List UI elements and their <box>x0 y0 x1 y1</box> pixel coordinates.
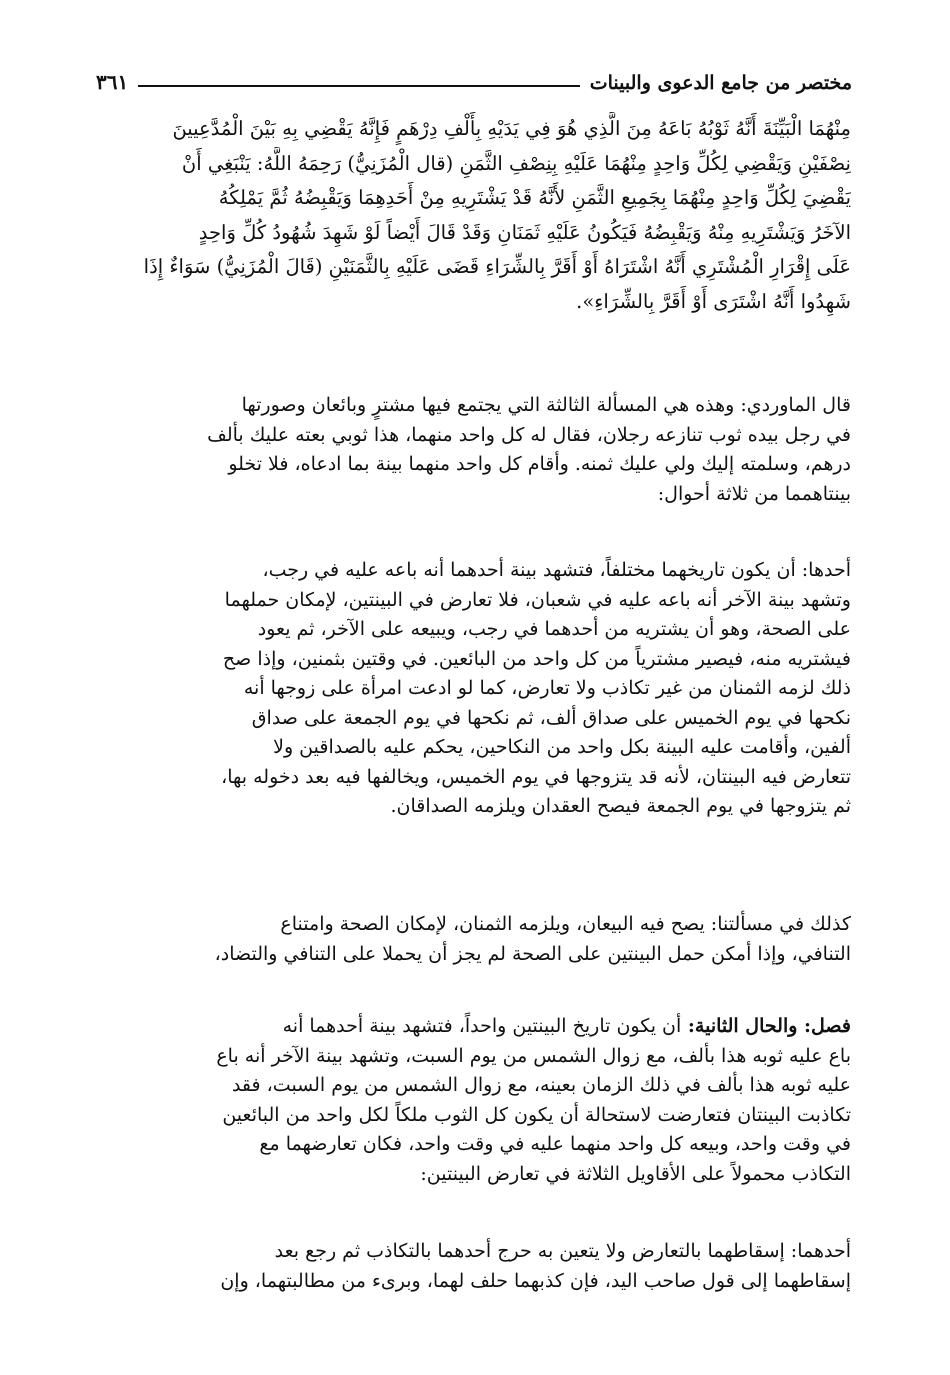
paragraph <box>101 910 851 969</box>
text-line: وتشهد بينة الآخر أنه باعه عليه في شعبان، فلا تعارض في البينتين، لإمكان حملهما <box>224 588 851 611</box>
text-line: أحدهما: إسقاطهما بالتعارض ولا يتعين به حرج أحدهما بالتكاذب ثم رجع بعد <box>274 1240 851 1262</box>
paragraph <box>101 1237 851 1296</box>
text-line: إسقاطهما إلى قول صاحب اليد، فإن كذبهما حلف لهما، وبرىء من مطالبتهما، وإن <box>220 1269 851 1292</box>
text-line: عليه ثوبه هذا بألف في ذلك الزمان بعينه، مع زوال الشمس من يوم السبت، فقد <box>231 1074 851 1096</box>
text-line: درهم، وسلمته إليك ولي عليك ثمنه. وأقام كل واحد منهما بينة بما ادعاه، فلا تخلو <box>228 453 851 475</box>
text-line: ثم يتزوجها في يوم الجمعة فيصح العقدان ويلزمه الصداقان. <box>390 795 851 817</box>
section-heading: فصل: والحال الثانية: <box>681 1015 851 1037</box>
text-line: تتعارض فيه البينتان، لأنه قد يتزوجها في يوم الخميس، ويخالفها فيه بعد دخوله بها، <box>221 765 851 788</box>
text-line: تكاذبت البينتان فتعارضت لاستحالة أن يكون كل الثوب ملكاً لكل واحد من البائعين <box>222 1103 851 1126</box>
text-line: يَقْضِيَ لِكُلِّ وَاحِدٍ مِنْهُمَا بِجَمِيعِ الثَّمَنِ لأَنَّهُ قَدْ يَشْتَرِيهِ مِنْ أَحَدِهِمَا وَيَقْبِضُهُ ثُمَّ يَمْلِكُهُ <box>218 186 851 209</box>
text-line: كذلك في مسألتنا: يصح فيه البيعان، ويلزمه الثمنان، لإمكان الصحة وامتناع <box>280 913 851 935</box>
text-line: عَلَى إِقْرَارِ الْمُشْتَرِي أَنَّهُ اشْتَرَاهُ أَوْ أَقَرَّ بِالشِّرَاءِ قَضَى عَلَيْهِ بِالثَّمَنَيْنِ (قَالَ الْمُزَنِيُّ) سَوَاءٌ إِذَا <box>143 255 851 278</box>
paragraph <box>101 1012 851 1189</box>
text-line: التنافي، وإذا أمكن حمل البينتين على الصحة لم يجز أن يحملا على التنافي والتضاد، <box>214 942 851 965</box>
text-line: أحدها: أن يكون تاريخهما مختلفاً، فتشهد بينة أحدهما أنه باعه عليه في رجب، <box>262 559 851 581</box>
text-line: شَهِدُوا أَنَّهُ اشْتَرَى أَوْ أَقَرَّ بِالشِّرَاءِ». <box>576 289 851 313</box>
text-line: التكاذب محمولاً على الأقاويل الثلاثة في تعارض البينتين: <box>420 1162 851 1185</box>
paragraph <box>101 391 851 509</box>
book-title: مختصر من جامع الدعوى والبينات <box>589 72 852 94</box>
text-line: فيشتريه منه، فيصير مشترياً من كل واحد من البائعين. في وقتين بثمنين، وإذا صح <box>222 647 851 670</box>
text-line: مِنْهُمَا الْبَيِّنَةَ أَنَّهُ ثَوْبُهُ بَاعَهُ مِنَ الَّذِي هُوَ فِي يَدَيْهِ بِأَلْفِ دِرْهَمٍ فَإِنَّهُ يَقْضِي بِهِ بَيْنَ الْمُدَّعِيينَ <box>172 117 851 140</box>
text-line: في وقت واحد، وبيعه كل واحد منهما عليه في وقت واحد، فكان تعارضهما مع <box>259 1133 851 1155</box>
text-span: أن يكون تاريخ البينتين واحداً، فتشهد بينة أحدهما أنه <box>282 1015 682 1037</box>
text-line <box>101 1012 851 1042</box>
running-header <box>96 66 852 94</box>
quoted-text <box>101 112 851 319</box>
page-number: ٣٦١ <box>96 70 129 94</box>
text-line: نكحها في يوم الخميس على صداق ألف، ثم نكحها في يوم الجمعة على صداق <box>251 706 851 729</box>
header-rule <box>138 85 580 87</box>
text-line: في رجل بيده ثوب تنازعه رجلان، فقال له كل واحد منهما، هذا ثوبي بعته عليك بألف <box>207 423 851 446</box>
text-line: الآخَرُ وَيَشْتَرِيهِ مِنْهُ وَيَقْبِضُهُ فَيَكُونُ عَلَيْهِ ثَمَنَانِ وَقَدْ قَالَ أَيْضاً لَوْ شَهِدَ شُهُودُ كُلِّ وَاحِدٍ <box>198 220 851 244</box>
text-line: قال الماوردي: وهذه هي المسألة الثالثة التي يجتمع فيها مشترٍ وبائعان وصورتها <box>241 394 851 416</box>
paragraph <box>101 556 851 822</box>
text-line: ذلك لزمه الثمنان من غير تكاذب ولا تعارض، كما لو ادعت امرأة على زوجها أنه <box>243 677 851 699</box>
text-line: على الصحة، وهو أن يشتريه من أحدهما في رجب، ويبيعه على الآخر، ثم يعود <box>257 618 851 640</box>
text-line: بينتاهمما من ثلاثة أحوال: <box>657 482 851 505</box>
text-line: باع عليه ثوبه هذا بألف، مع زوال الشمس من يوم السبت، وتشهد بينة الآخر أنه باع <box>216 1044 851 1067</box>
text-line: نِصْفَيْنِ وَيَقْضِي لِكُلِّ وَاحِدٍ مِنْهُمَا عَلَيْهِ بِنِصْفِ الثَّمَنِ (قال الْمُزَنِيُّ) رَحِمَهُ اللَّهُ: يَنْبَغِي أَنْ <box>181 151 851 175</box>
text-line: ألفين، وأقامت عليه البينة بكل واحد من النكاحين، يحكم عليه بالصداقين ولا <box>273 736 851 758</box>
